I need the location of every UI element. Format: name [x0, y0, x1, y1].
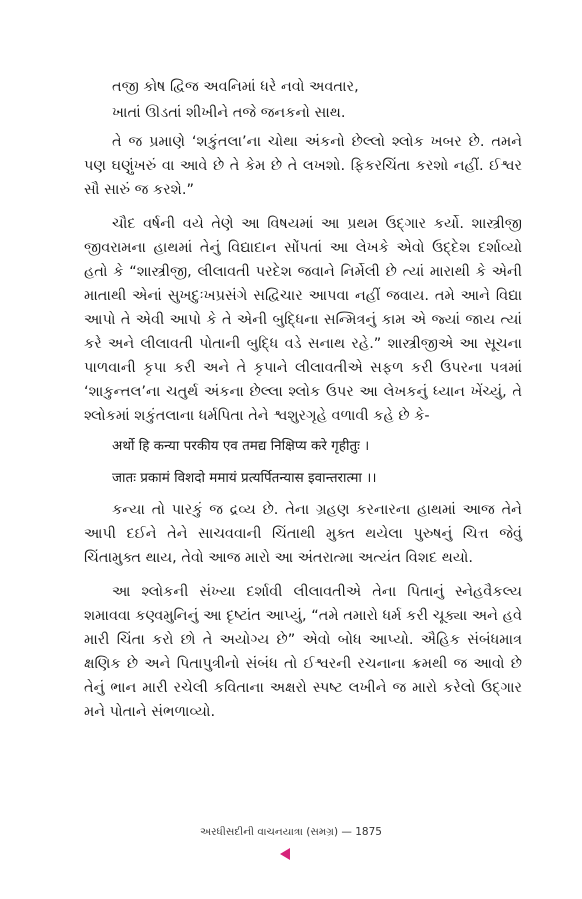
paragraph-1: તે જ પ્રમાણે ‘શકુંતલા’ના ચોથા અંકનો છેલ્લો શ્લોક ખબર છે. તમને પણ ઘણુંખરું વા આવે છે તે કેમ છે તે લખશો. ફિકરચિંતા કરશો નહીં. ઈશ્વર સૌ સારું જ કરશે.” — [84, 134, 522, 198]
verse-line-1: તજી કોષ દ્વિજ અવનિમાં ધરે નવો અવતાર, — [112, 79, 359, 95]
sanskrit-verse-line-2: जातः प्रकामं विशदो ममायं प्रत्यर्पितन्यास इवान्तरात्मा ।। — [112, 470, 377, 486]
page-body — [84, 74, 522, 724]
paragraph-2: ચૌદ વર્ષની વયે તેણે આ વિષયમાં આ પ્રથમ ઉદ્ગાર કર્યો. શાસ્ત્રીજી જીવરામના હાથમાં તેનું વિદ્યાદાન સોંપતાં આ લેખકે એવો ઉદ્દેશ દર્શાવ્યો હતો કે “શાસ્ત્રીજી, લીલાવતી પરદેશ જવાને નિર્મેલી છે ત્યાં મારાથી કે એની માતાથી એનાં સુખદુઃખપ્રસંગે સદ્વિચાર આપવા નહીં જવાય. તમે આને વિદ્યા આપો તે એવી આપો કે તે એની બુદ્ધિના સન્મિત્રનું કામ એ જ્યાં જાય ત્યાં કરે અને લીલાવતી પોતાની બુદ્ધિ વડે સનાથ રહે.” શાસ્ત્રીજીએ આ સૂચના પાળવાની કૃપા કરી અને તે કૃપાને લીલાવતીએ સફળ કરી ઉપરના પત્રમાં ‘શાકુન્તલ’ના ચતુર્થ અંકના છેલ્લા શ્લોક ઉપર આ લેખકનું ધ્યાન ખેંચ્યું, તે શ્લોકમાં શકુંતલાના ધર્મપિતા તેને શ્વશુરગૃહે વળાવી કહે છે કે- — [84, 216, 522, 424]
verse-line-2: ખાતાં ઊડતાં શીખીને તજે જનકનો સાથ. — [112, 105, 346, 121]
previous-page-triangle-left-icon[interactable] — [280, 848, 290, 860]
paragraph-4: આ શ્લોકની સંખ્યા દર્શાવી લીલાવતીએ તેના પિતાનું સ્નેહવૈકલ્ય શમાવવા કણ્વમુનિનું આ દૃષ્ટાંત આપ્યું, “તમે તમારો ધર્મ કરી ચૂક્યા અને હવે મારી ચિંતા કરો છો તે અયોગ્ય છે” એવો બોધ આપ્યો. ઐહિક સંબંધમાત્ર ક્ષણિક છે અને પિતાપુત્રીનો સંબંધ તો ઈશ્વરની રચનાના ક્રમથી જ આવો છે તેનું ભાન મારી રચેલી કવિતાના અક્ષરો સ્પષ્ટ લખીને જ મારો કરેલો ઉદ્ગાર મને પોતાને સંભળાવ્યો. — [84, 584, 522, 720]
page-footer: અરધીસદીની વાચનયાત્રા (સમગ્ર) — 1875 — [200, 826, 382, 838]
paragraph-3: કન્યા તો પારકું જ દ્રવ્ય છે. તેના ગ્રહણ કરનારના હાથમાં આજ તેને આપી દઈને તેને સાચવવાની ચિંતાથી મુક્ત થયેલા પુરુષનું ચિત્ત જેવું ચિંતામુક્ત થાય, તેવો આજ મારો આ અંતરાત્મા અત્યંત વિશદ થયો. — [84, 502, 522, 566]
sanskrit-verse-line-1: अर्थो हि कन्या परकीय एव तमद्य निक्षिप्य करे गृहीतुः । — [112, 438, 370, 454]
